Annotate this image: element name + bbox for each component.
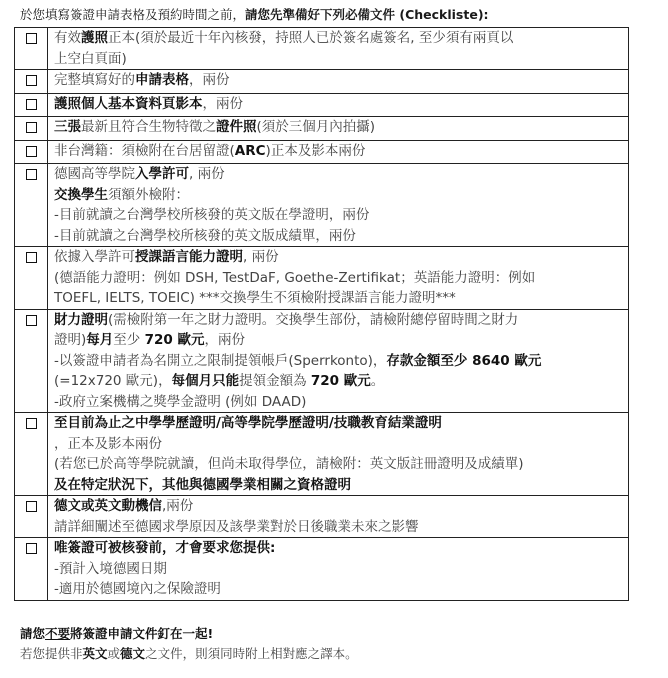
item-text: , 兩份 [243, 249, 279, 265]
staple-warning-b: 將簽證申請文件釘在一起! [70, 626, 214, 641]
item-bold-text: 唯簽證可被核發前，才會要求您提供: [54, 540, 276, 556]
item-bold-text: 存款金額至少 8640 歐元 [386, 352, 542, 369]
checkbox-icon[interactable] [26, 99, 37, 110]
item-bold-text: 三張 [54, 119, 81, 135]
item-bold-text: 交換學生 [54, 186, 108, 203]
item-text: 正本(須於最近十年內核發，持照人已於簽名處簽名, 至少須有兩頁以 [108, 30, 514, 46]
item-bold-text: 每月 [86, 332, 114, 348]
item-line [54, 538, 622, 559]
checklist-item-text [48, 496, 629, 538]
item-text: 德國高等學院 [54, 166, 135, 182]
item-line [54, 205, 622, 226]
item-bold-text: 720 歐元 [144, 332, 205, 348]
checkbox-icon[interactable] [26, 418, 37, 429]
item-line [54, 517, 622, 538]
item-line [54, 141, 622, 162]
translation-note-english: 英文 [82, 646, 108, 661]
item-text: 至少 [113, 332, 145, 348]
checklist-item-text [48, 413, 629, 496]
checklist-row [15, 140, 629, 164]
item-line [54, 70, 622, 91]
item-line [54, 288, 622, 309]
item-text: 提領金額為 [239, 373, 311, 389]
checklist-table [14, 27, 629, 601]
item-text: TOEFL, IELTS, TOEIC) ***交換學生不須檢附授課語言能力證明*** [54, 290, 456, 306]
item-text: 上空白頁面) [54, 50, 127, 67]
checkbox-cell [15, 247, 48, 310]
item-bold-text: 入學許可 [135, 166, 189, 182]
item-line [54, 496, 622, 517]
checklist-row [15, 496, 629, 538]
item-text: ，兩份 [189, 72, 230, 88]
item-bold-text: 720 歐元 [310, 373, 371, 389]
checkbox-icon[interactable] [26, 75, 37, 86]
item-text: -以簽證申請者為名開立之限制提領帳戶(Sperrkonto)， [54, 352, 387, 369]
item-text: -適用於德國境內之保險證明 [54, 581, 221, 597]
translation-note-german: 德文 [120, 646, 146, 661]
checklist-item-text [48, 309, 629, 413]
item-bold-text: ARC [234, 142, 266, 159]
checklist-row [15, 413, 629, 496]
item-text: )正本及影本兩份 [265, 142, 366, 159]
checklist-row [15, 164, 629, 247]
checkbox-icon[interactable] [26, 252, 37, 263]
item-text: -目前就讀之台灣學校所核發的英文版在學證明，兩份 [54, 207, 370, 223]
item-text: 。 [370, 373, 385, 389]
checkbox-cell [15, 538, 48, 601]
item-line [54, 310, 622, 331]
checklist-item-text [48, 70, 629, 94]
item-text: 最新且符合生物特徵之 [81, 119, 216, 135]
checkbox-icon[interactable] [26, 501, 37, 512]
checklist-item-text [48, 28, 629, 70]
item-bold-text: 及在特定狀況下，其他與德國學業相關之資格證明 [54, 476, 351, 493]
item-bold-text: 每個月只能 [171, 373, 240, 389]
checklist-item-text [48, 164, 629, 247]
intro-text [20, 6, 660, 24]
item-text: (須於三個月內拍攝) [256, 119, 376, 135]
item-text: 請詳細闡述至德國求學原因及該學業對於日後職業未來之影響 [54, 518, 419, 535]
checkbox-cell [15, 309, 48, 413]
checklist-item-text [48, 538, 629, 601]
item-text: 有效 [54, 30, 81, 46]
item-text: -政府立案機構之獎學金證明 (例如 DAAD) [54, 393, 307, 410]
item-line [54, 94, 622, 115]
item-text: ,兩份 [162, 498, 194, 514]
item-line [54, 434, 622, 455]
item-text: (德語能力證明：例如 DSH, TestDaF, Goethe-Zertifikat；英語能力證明：例如 [54, 269, 536, 286]
translation-note-a: 若您提供非 [20, 646, 83, 661]
checkbox-icon[interactable] [26, 122, 37, 133]
item-text: 非台灣籍：須檢附在台居留證( [54, 142, 235, 159]
checklist-row [15, 93, 629, 117]
item-line [54, 475, 622, 496]
translation-note-or: 或 [107, 646, 121, 661]
item-text: -目前就讀之台灣學校所核發的英文版成績單，兩份 [54, 227, 356, 244]
item-line [54, 28, 622, 49]
intro-normal: 於您填寫簽證申請表格及預約時間之前， [20, 7, 246, 22]
checklist-row [15, 117, 629, 141]
checkbox-cell [15, 164, 48, 247]
checkbox-icon[interactable] [26, 169, 37, 180]
item-text: ，兩份 [204, 332, 245, 348]
item-line [54, 371, 622, 392]
checkbox-icon[interactable] [26, 543, 37, 554]
checklist-row [15, 247, 629, 310]
checkbox-icon[interactable] [26, 146, 37, 157]
checkbox-cell [15, 93, 48, 117]
checkbox-cell [15, 496, 48, 538]
item-line [54, 247, 622, 268]
item-bold-text: 財力證明 [54, 311, 108, 328]
item-text: (若您已於高等學院就讀，但尚未取得學位，請檢附：英文版註冊證明及成績單) [54, 456, 524, 472]
checkbox-cell [15, 28, 48, 70]
item-line [54, 226, 622, 247]
item-bold-text: 證件照 [216, 119, 257, 135]
item-text: 證明) [54, 332, 87, 348]
item-line [54, 49, 622, 70]
staple-warning [20, 625, 213, 643]
item-bold-text: 德文或英文動機信 [54, 498, 162, 514]
translation-note-d: 之文件，則須同時附上相對應之譯本。 [145, 646, 358, 661]
checkbox-cell [15, 413, 48, 496]
checklist-item-text [48, 117, 629, 141]
item-line [54, 413, 622, 434]
checkbox-cell [15, 70, 48, 94]
item-line [54, 164, 622, 185]
item-line [54, 392, 622, 413]
checklist-item-text [48, 140, 629, 164]
intro-bold: 請您先準備好下列必備文件 (Checkliste): [245, 7, 489, 22]
item-line [54, 454, 622, 475]
item-text: 完整填寫好的 [54, 72, 135, 88]
item-line [54, 559, 622, 580]
item-line [54, 117, 622, 138]
checklist-row [15, 309, 629, 413]
item-bold-text: 至目前為止之中學學歷證明/高等學院學歷證明/技職教育結業證明 [54, 415, 442, 431]
checkbox-icon[interactable] [26, 315, 37, 326]
item-bold-text: 申請表格 [135, 72, 189, 88]
staple-warning-a: 請您 [20, 626, 46, 641]
item-bold-text: 授課語言能力證明 [135, 249, 243, 265]
checklist-row [15, 28, 629, 70]
item-line [54, 268, 622, 289]
item-text: (=12x720 歐元)， [54, 373, 172, 389]
checklist-item-text [48, 93, 629, 117]
checkbox-icon[interactable] [26, 33, 37, 44]
item-text: ，正本及影本兩份 [54, 435, 162, 452]
item-text: 依據入學許可 [54, 249, 135, 265]
item-line [54, 579, 622, 600]
checklist-row [15, 70, 629, 94]
checklist-row [15, 538, 629, 601]
translation-note [20, 645, 358, 663]
item-text: ，兩份 [202, 95, 243, 112]
item-line [54, 185, 622, 206]
item-line [54, 351, 622, 372]
item-text: -預計入境德國日期 [54, 560, 167, 577]
item-text: 須額外檢附： [108, 186, 189, 203]
item-line [54, 330, 622, 351]
checkbox-cell [15, 117, 48, 141]
checklist-item-text [48, 247, 629, 310]
item-text: (需檢附第一年之財力證明。交換學生部份，請檢附總停留時間之財力 [108, 311, 519, 328]
staple-warning-underlined: 不要 [45, 626, 71, 641]
item-bold-text: 護照 [81, 30, 108, 46]
item-text: , 兩份 [189, 166, 225, 182]
item-bold-text: 護照個人基本資料頁影本 [54, 95, 203, 112]
checkbox-cell [15, 140, 48, 164]
